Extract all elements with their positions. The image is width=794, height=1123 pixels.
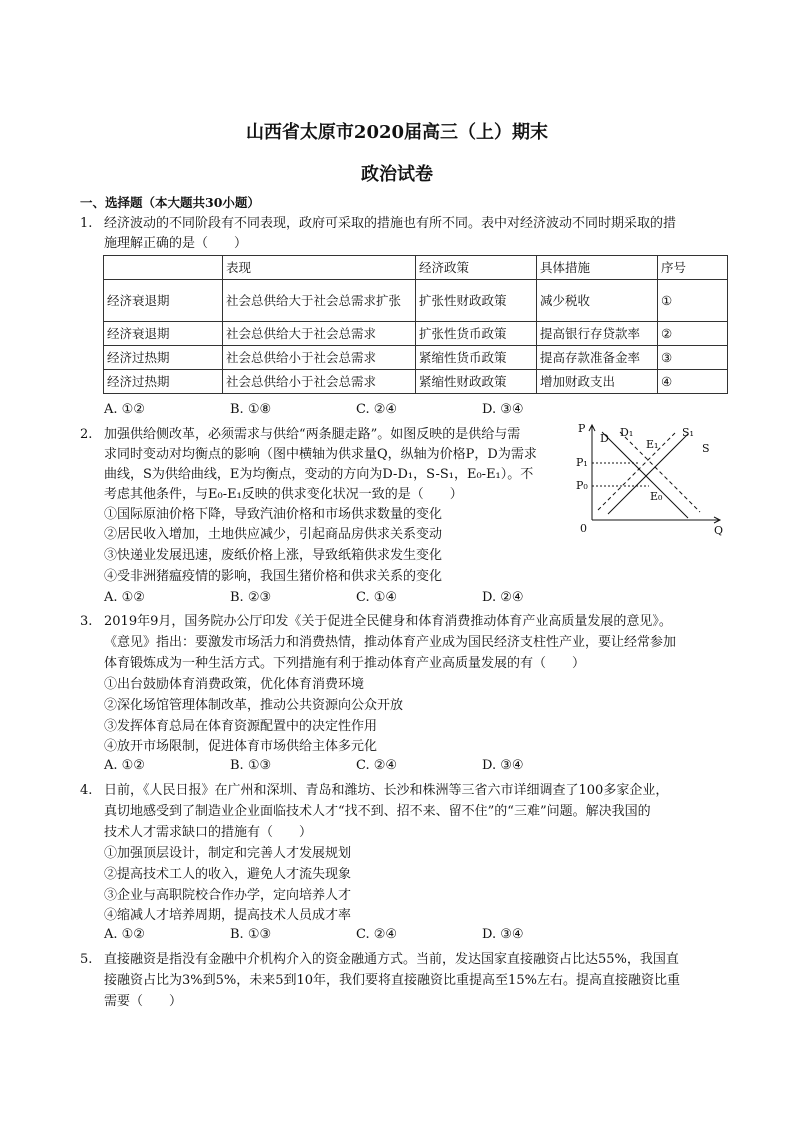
option-c[interactable]: C. ①④ [356,590,398,605]
section-header: 一、选择题（本大题共30小题） [80,195,260,210]
table-cell: 社会总供给小于社会总需求 [223,370,416,394]
label-d1: D₁ [620,426,634,439]
choice-item: ③发挥体育总局在体育资源配置中的决定性作用 [104,719,378,734]
option-d[interactable]: D. ③④ [482,402,524,417]
label-s1: S₁ [682,426,694,439]
question-text: 真切地感受到了制造业企业面临技术人才“找不到、招不来、留不住”的“三难”问题。解决我国的 [104,804,651,819]
table-cell: 提高银行存贷款率 [537,322,658,346]
question-text: 曲线，S为供给曲线，E为均衡点，变动的方向为D-D₁，S-S₁，E₀-E₁）。不 [104,467,534,482]
table-cell: 社会总供给大于社会总需求 [223,322,416,346]
question-text: 《意见》指出：要激发市场活力和消费热情，推动体育产业成为国民经济支柱性产业，要让经常参加 [104,635,677,650]
question-text: 加强供给侧改革，必须需求与供给“两条腿走路”。如图反映的是供给与需 [104,427,521,442]
question-number: 2. [80,427,93,442]
table-row [104,280,728,322]
choice-item: ④放开市场限制，促进体育市场供给主体多元化 [104,739,378,754]
option-c[interactable]: C. ②④ [356,402,398,417]
option-a[interactable]: A. ①② [104,590,145,605]
label-origin: 0 [580,522,587,535]
table-cell: 扩张性财政政策 [416,280,537,322]
table-row [104,346,728,370]
table-cell: ④ [658,370,728,394]
choice-item: ②居民收入增加，土地供应减少，引起商品房供求关系变动 [104,527,443,542]
choice-item: ③企业与高职院校合作办学，定向培养人才 [104,888,352,903]
table-cell: ① [658,280,728,322]
table-header-cell: 具体措施 [537,256,658,280]
choice-item: ④缩减人才培养周期，提高技术人员成才率 [104,908,352,923]
page-title: 山西省太原市2020届高三（上）期末 [245,122,549,143]
option-b[interactable]: B. ①③ [230,927,272,942]
table-cell: 紧缩性货币政策 [416,346,537,370]
table-header-cell: 经济政策 [416,256,537,280]
question-text: 求同时变动对均衡点的影响（图中横轴为供求量Q，纵轴为价格P，D为需求 [104,447,537,462]
table-row [104,322,728,346]
choice-item: ③快递业发展迅速，废纸价格上涨，导致纸箱供求发生变化 [104,548,443,563]
option-b[interactable]: B. ①⑧ [230,402,272,417]
label-e1: E₁ [646,438,659,451]
option-d[interactable]: D. ③④ [482,927,524,942]
table-cell: 扩张性货币政策 [416,322,537,346]
option-c[interactable]: C. ②④ [356,927,398,942]
choice-item: ②深化场馆管理体制改革，推动公共资源向公众开放 [104,698,404,713]
question-number: 5. [80,952,93,967]
label-q: Q [714,524,724,537]
choice-item: ①加强顶层设计，制定和完善人才发展规划 [104,846,352,861]
table-cell: 经济过热期 [104,346,223,370]
option-c[interactable]: C. ②④ [356,758,398,773]
question-text: 技术人才需求缺口的措施有（ ） [104,825,313,840]
label-e0: E₀ [650,490,663,503]
label-p0: P₀ [576,479,588,492]
table-cell: 经济衰退期 [104,322,223,346]
question-number: 1. [80,216,93,231]
label-p1: P₁ [576,456,588,469]
option-a[interactable]: A. ①② [104,402,145,417]
demand-curve-d [602,432,688,518]
table-cell: 经济过热期 [104,370,223,394]
table-cell: 社会总供给小于社会总需求 [223,346,416,370]
table-header-cell: 表现 [223,256,416,280]
choice-item: ②提高技术工人的收入，避免人才流失现象 [104,867,352,882]
question-text: 考虑其他条件，与E₀-E₁反映的供求变化状况一致的是（ ） [104,487,463,502]
question-text: 经济波动的不同阶段有不同表现，政府可采取的措施也有所不同。表中对经济波动不同时期采取的措 [104,216,677,231]
question-text: 施理解正确的是（ ） [104,236,248,251]
question-text: 接融资占比为3%到5%，未来5到10年，我们要将直接融资比重提高至15%左右。提高直接融资比重 [104,973,680,988]
question-text: 体育锻炼成为一种生活方式。下列措施有利于推动体育产业高质量发展的有（ ） [104,656,586,671]
supply-curve-s1 [598,433,675,510]
table-header-row [104,256,728,280]
label-s: S [702,442,710,455]
table-cell: 减少税收 [537,280,658,322]
table-cell: 增加财政支出 [537,370,658,394]
table-cell: 提高存款准备金率 [537,346,658,370]
question-text: 需要（ ） [104,994,183,1009]
question-text: 2019年9月，国务院办公厅印发《关于促进全民健身和体育消费推动体育产业高质量发展的意见》。 [104,614,672,629]
table-header-cell [104,256,223,280]
option-b[interactable]: B. ①③ [230,758,272,773]
label-p: P [578,422,586,435]
page-subtitle: 政治试卷 [361,164,433,185]
option-d[interactable]: D. ③④ [482,758,524,773]
table-cell: 经济衰退期 [104,280,223,322]
label-d: D [600,432,609,445]
table-row [104,370,728,394]
table-cell: 紧缩性财政政策 [416,370,537,394]
choice-item: ①出台鼓励体育消费政策，优化体育消费环境 [104,677,365,692]
option-b[interactable]: B. ②③ [230,590,272,605]
table-cell: 社会总供给大于社会总需求扩张 [223,280,416,322]
table-cell: ② [658,322,728,346]
question-number: 4. [80,783,93,798]
question-text: 日前，《人民日报》在广州和深圳、青岛和潍坊、长沙和株洲等三省六市详细调查了100多家企业， [104,783,669,798]
option-d[interactable]: D. ②④ [482,590,524,605]
choice-item: ①国际原油价格下降，导致汽油价格和市场供求数量的变化 [104,507,443,522]
policy-table [103,255,728,394]
table-cell: ③ [658,346,728,370]
table-header-cell: 序号 [658,256,728,280]
option-a[interactable]: A. ①② [104,927,145,942]
option-a[interactable]: A. ①② [104,758,145,773]
supply-demand-graph [570,420,730,538]
choice-item: ④受非洲猪瘟疫情的影响，我国生猪价格和供求关系的变化 [104,569,443,584]
question-text: 直接融资是指没有金融中介机构介入的资金融通方式。当前，发达国家直接融资占比达55%，我国直 [104,952,679,967]
question-number: 3. [80,614,93,629]
